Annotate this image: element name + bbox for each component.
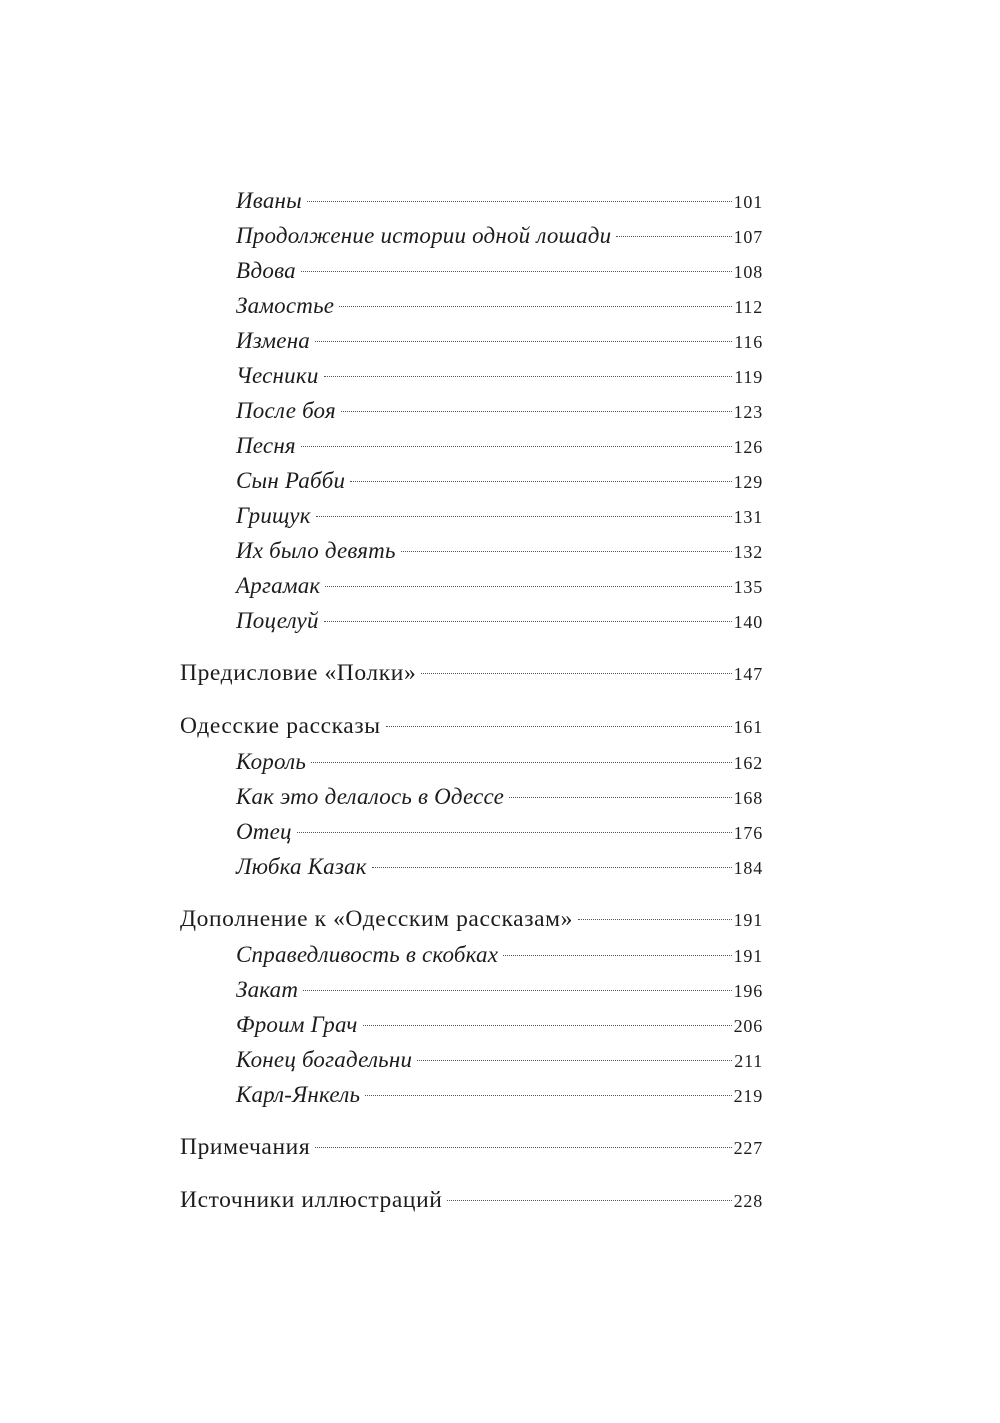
toc-entry	[180, 183, 763, 218]
toc-section-title: Источники иллюстраций	[180, 1187, 443, 1213]
dot-leader	[307, 201, 732, 202]
toc-entry-title: Фроим Грач	[236, 1012, 358, 1037]
toc-entry-title: Аргамак	[236, 573, 321, 598]
toc-entry-title: Их было девять	[236, 538, 396, 563]
toc-entry-title: Любка Казак	[236, 854, 367, 879]
dot-leader	[417, 1060, 732, 1061]
toc-entry-page: 123	[733, 402, 763, 422]
toc-entry-title: Сын Рабби	[236, 468, 346, 493]
toc-entry-page: 140	[733, 612, 763, 632]
dot-leader	[578, 919, 732, 920]
toc-entry	[180, 1077, 763, 1112]
toc-entry-page: 108	[733, 262, 763, 282]
toc-entry	[180, 849, 763, 884]
toc-entry-page: 131	[733, 507, 763, 527]
toc-entry-page: 219	[733, 1086, 763, 1106]
toc-section-page: 161	[733, 717, 763, 737]
dot-leader	[324, 376, 733, 377]
dot-leader	[315, 341, 732, 342]
toc-entry-page: 176	[733, 823, 763, 843]
section-gap	[180, 884, 763, 902]
toc-section-page: 147	[733, 664, 763, 684]
toc-entry	[180, 393, 763, 428]
toc-entry-title: Король	[236, 749, 307, 774]
section-gap	[180, 1112, 763, 1130]
dot-leader	[316, 516, 732, 517]
dot-leader	[401, 551, 732, 552]
toc-entry	[180, 972, 763, 1007]
toc-entry	[180, 568, 763, 603]
dot-leader	[311, 762, 732, 763]
toc-entry-title: Как это делалось в Одессе	[236, 784, 505, 809]
toc-section-title: Предисловие «Полки»	[180, 660, 417, 686]
toc-entry-title: Замостье	[236, 293, 335, 318]
toc-section-illustrations	[180, 1183, 763, 1218]
dot-leader	[509, 797, 732, 798]
toc-section-page: 228	[733, 1191, 763, 1211]
toc-entry-page: 135	[733, 577, 763, 597]
toc-entry-title: Конец богадельни	[236, 1047, 413, 1072]
toc-entry-page: 184	[733, 858, 763, 878]
section-gap	[180, 1165, 763, 1183]
toc-entry	[180, 533, 763, 568]
toc-entry	[180, 814, 763, 849]
dot-leader	[315, 1147, 731, 1148]
toc-entry-page: 126	[733, 437, 763, 457]
dot-leader	[372, 867, 732, 868]
toc-entry	[180, 498, 763, 533]
toc-entry-title: Карл-Янкель	[236, 1082, 361, 1107]
dot-leader	[297, 832, 732, 833]
toc-entry-title: Песня	[236, 433, 296, 458]
toc-entry	[180, 253, 763, 288]
toc-entry-title: Отец	[236, 819, 292, 844]
dot-leader	[503, 955, 731, 956]
toc-entry-title: Поцелуй	[236, 608, 319, 633]
toc-section-notes	[180, 1130, 763, 1165]
toc-entry	[180, 218, 763, 253]
toc-entry-page: 191	[733, 946, 763, 966]
toc-section-addendum	[180, 902, 763, 937]
toc-entry-title: Чесники	[236, 363, 319, 388]
toc-entry-title: Справедливость в скобках	[236, 942, 499, 967]
toc-entry	[180, 1007, 763, 1042]
dot-leader	[324, 621, 732, 622]
toc-entry	[180, 463, 763, 498]
toc-entry	[180, 937, 763, 972]
dot-leader	[365, 1095, 731, 1096]
toc-entry	[180, 428, 763, 463]
toc-entry-page: 132	[733, 542, 763, 562]
toc-entry	[180, 288, 763, 323]
dot-leader	[301, 271, 732, 272]
toc-section-page: 191	[733, 910, 763, 930]
table-of-contents	[180, 183, 763, 1218]
toc-entry-page: 162	[733, 753, 763, 773]
toc-section-title: Примечания	[180, 1134, 311, 1160]
dot-leader	[341, 411, 732, 412]
toc-entry	[180, 323, 763, 358]
toc-entry-page: 119	[734, 367, 763, 387]
toc-entry-page: 206	[733, 1016, 763, 1036]
toc-entry-title: Иваны	[236, 188, 302, 213]
section-gap	[180, 691, 763, 709]
toc-entry-page: 101	[733, 192, 763, 212]
toc-entry-page: 112	[734, 297, 763, 317]
dot-leader	[301, 446, 732, 447]
dot-leader	[303, 990, 731, 991]
toc-entry-page: 168	[733, 788, 763, 808]
toc-entry-title: Грищук	[236, 503, 311, 528]
dot-leader	[386, 726, 732, 727]
toc-entry-title: Вдова	[236, 258, 296, 283]
toc-entry	[180, 1042, 763, 1077]
toc-section-page: 227	[733, 1138, 763, 1158]
toc-section-preface	[180, 656, 763, 691]
toc-entry-page: 211	[734, 1051, 763, 1071]
toc-section-odessa	[180, 709, 763, 744]
toc-entry-page: 196	[733, 981, 763, 1001]
section-gap	[180, 638, 763, 656]
dot-leader	[447, 1200, 731, 1201]
dot-leader	[325, 586, 731, 587]
toc-entry-page: 129	[733, 472, 763, 492]
toc-entry	[180, 744, 763, 779]
dot-leader	[339, 306, 732, 307]
toc-entry-page: 116	[734, 332, 763, 352]
toc-entry-page: 107	[733, 227, 763, 247]
toc-entry-title: Закат	[236, 977, 299, 1002]
toc-entry-title: Измена	[236, 328, 311, 353]
toc-entry-title: Продолжение истории одной лошади	[236, 223, 612, 248]
dot-leader	[616, 236, 731, 237]
toc-section-title: Дополнение к «Одесским рассказам»	[180, 906, 573, 932]
dot-leader	[363, 1025, 732, 1026]
toc-entry	[180, 603, 763, 638]
toc-section-title: Одесские рассказы	[180, 713, 381, 739]
dot-leader	[421, 673, 731, 674]
toc-entry-title: После боя	[236, 398, 336, 423]
toc-entry	[180, 358, 763, 393]
toc-entry	[180, 779, 763, 814]
dot-leader	[350, 481, 731, 482]
